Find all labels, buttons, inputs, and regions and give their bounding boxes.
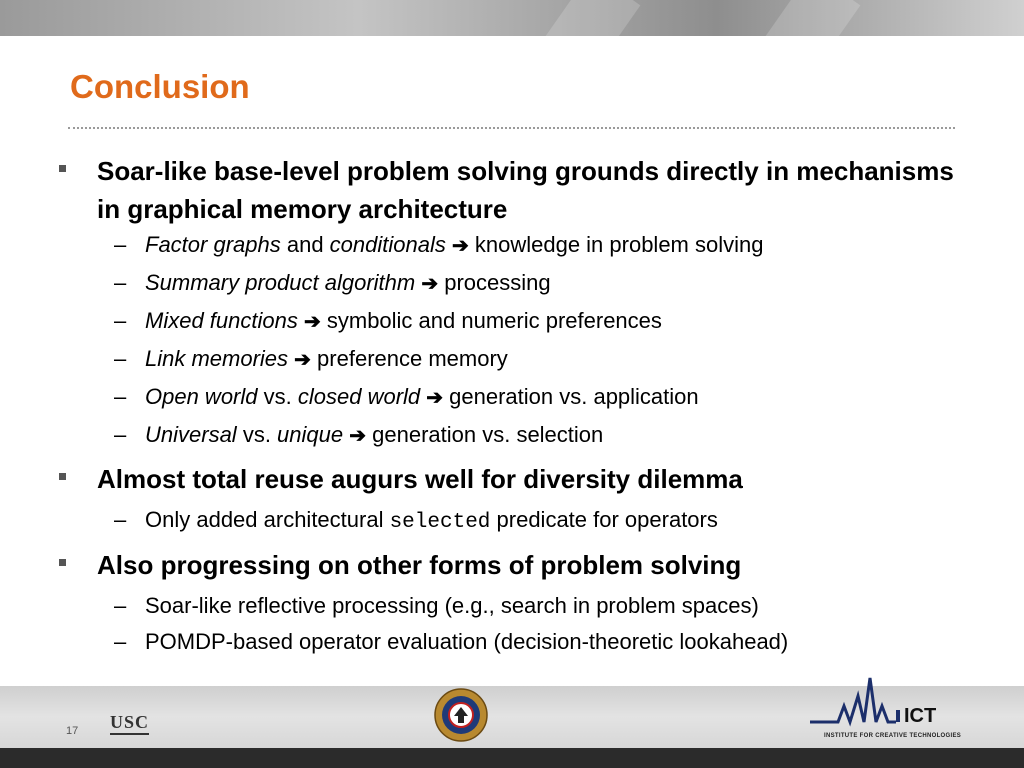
term: Factor graphs	[145, 232, 281, 257]
code-term: selected	[389, 511, 491, 534]
slide-title: Conclusion	[70, 68, 250, 105]
usc-logo: USC	[110, 712, 149, 735]
connector: and	[280, 232, 330, 257]
title-divider	[68, 127, 955, 129]
result-text: knowledge in problem solving	[468, 232, 764, 257]
ict-logo-text: ICT	[904, 705, 937, 727]
term: Mixed functions	[145, 308, 298, 333]
sub-bullet-item	[114, 306, 662, 337]
right-arrow-icon: ➔	[426, 387, 444, 409]
term: Universal	[145, 422, 237, 447]
bullet-item	[97, 546, 977, 584]
army-seal-icon	[434, 688, 488, 742]
term: Link memories	[145, 346, 289, 371]
right-arrow-icon: ➔	[303, 311, 321, 333]
sub-text: Only added architectural	[145, 507, 390, 532]
right-arrow-icon: ➔	[294, 349, 311, 371]
dash-icon: –	[114, 593, 127, 618]
dash-icon: –	[114, 507, 127, 532]
right-arrow-icon: ➔	[349, 425, 367, 447]
sub-bullet-item	[114, 505, 718, 538]
bullet-item	[97, 460, 977, 498]
bullet-text: Soar-like base-level problem solving grounds directly in mechanisms in graphical memory architecture	[97, 156, 954, 224]
sub-bullet-item	[114, 230, 764, 261]
sub-bullet-item	[114, 627, 789, 657]
sub-bullet-item	[114, 420, 604, 451]
term: conditionals	[329, 232, 446, 257]
dash-icon: –	[114, 308, 127, 333]
header-decoration	[540, 0, 641, 36]
term: Summary product algorithm	[145, 270, 416, 295]
dash-icon: –	[114, 232, 127, 257]
dash-icon: –	[114, 346, 127, 371]
sub-text: POMDP-based operator evaluation (decision-theoretic lookahead)	[145, 629, 789, 654]
right-arrow-icon: ➔	[421, 273, 439, 295]
sub-bullet-item	[114, 382, 699, 413]
connector: vs.	[257, 384, 298, 409]
page-number: 17	[66, 725, 79, 737]
connector: vs.	[236, 422, 278, 447]
bullet-text: Also progressing on other forms of problem solving	[97, 550, 742, 580]
sub-bullet-item	[114, 591, 759, 621]
result-text: symbolic and numeric preferences	[320, 308, 662, 333]
dash-icon: –	[114, 422, 127, 447]
sub-text: predicate for operators	[490, 507, 718, 532]
header-band	[0, 0, 1024, 36]
term: unique	[277, 422, 344, 447]
dash-icon: –	[114, 629, 127, 654]
sub-bullet-item	[114, 268, 551, 299]
sub-bullet-item	[114, 344, 508, 375]
dash-icon: –	[114, 270, 127, 295]
bullet-text: Almost total reuse augurs well for diversity dilemma	[97, 464, 743, 494]
header-decoration	[760, 0, 861, 36]
result-text: preference memory	[310, 346, 508, 371]
term: Open world	[145, 384, 258, 409]
dash-icon: –	[114, 384, 127, 409]
footer-bar	[0, 748, 1024, 768]
result-text: generation vs. selection	[366, 422, 604, 447]
result-text: processing	[438, 270, 551, 295]
result-text: generation vs. application	[443, 384, 699, 409]
ict-tagline: INSTITUTE FOR CREATIVE TECHNOLOGIES	[824, 733, 962, 739]
term: closed world	[297, 384, 421, 409]
right-arrow-icon: ➔	[451, 235, 469, 257]
sub-text: Soar-like reflective processing (e.g., search in problem spaces)	[145, 593, 759, 618]
bullet-item	[97, 152, 977, 228]
